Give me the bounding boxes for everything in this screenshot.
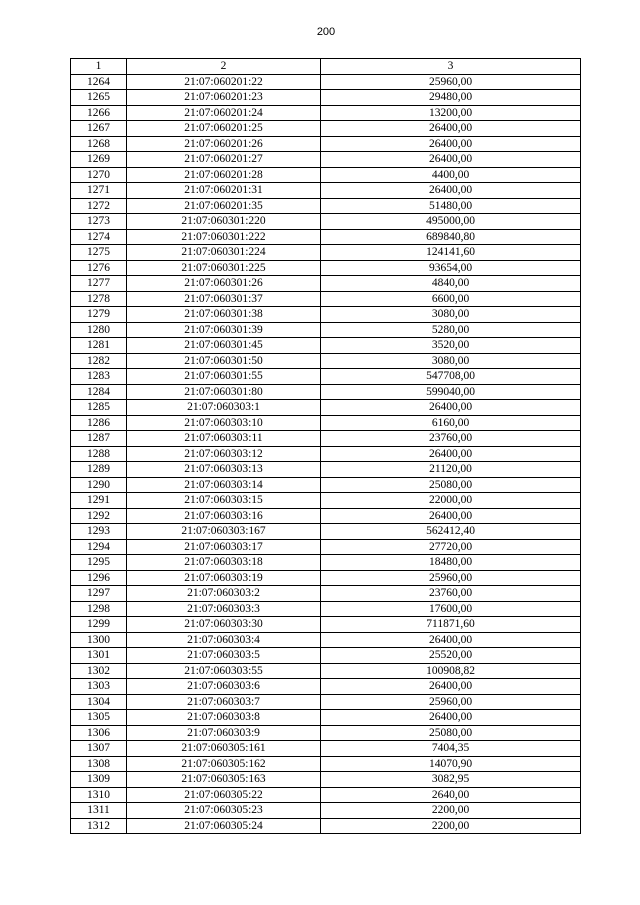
table-row	[71, 508, 581, 524]
row-number-cell: 1283	[71, 369, 127, 385]
row-number-cell: 1297	[71, 586, 127, 602]
cadastral-number-cell: 21:07:060303:4	[127, 632, 321, 648]
table-row	[71, 818, 581, 834]
table-row	[71, 74, 581, 90]
table-row	[71, 90, 581, 106]
row-number-cell: 1280	[71, 322, 127, 338]
row-number-cell: 1282	[71, 353, 127, 369]
value-cell: 26400,00	[321, 136, 581, 152]
row-number-cell: 1310	[71, 787, 127, 803]
table-row	[71, 229, 581, 245]
row-number-cell: 1279	[71, 307, 127, 323]
cadastral-number-cell: 21:07:060303:16	[127, 508, 321, 524]
cadastral-number-cell: 21:07:060301:224	[127, 245, 321, 261]
cadastral-number-cell: 21:07:060201:25	[127, 121, 321, 137]
value-cell: 25080,00	[321, 725, 581, 741]
row-number-cell: 1285	[71, 400, 127, 416]
column-header-3: 3	[321, 59, 581, 75]
cadastral-number-cell: 21:07:060303:3	[127, 601, 321, 617]
table-row	[71, 679, 581, 695]
table-row	[71, 245, 581, 261]
value-cell: 6600,00	[321, 291, 581, 307]
table-row	[71, 121, 581, 137]
row-number-cell: 1264	[71, 74, 127, 90]
row-number-cell: 1312	[71, 818, 127, 834]
table-row	[71, 694, 581, 710]
table-row	[71, 431, 581, 447]
table-row	[71, 136, 581, 152]
cadastral-number-cell: 21:07:060201:35	[127, 198, 321, 214]
column-header-1: 1	[71, 59, 127, 75]
row-number-cell: 1290	[71, 477, 127, 493]
cadastral-number-cell: 21:07:060303:2	[127, 586, 321, 602]
table-row	[71, 524, 581, 540]
value-cell: 711871,60	[321, 617, 581, 633]
value-cell: 26400,00	[321, 121, 581, 137]
cadastral-number-cell: 21:07:060201:26	[127, 136, 321, 152]
table-row	[71, 570, 581, 586]
table-row	[71, 214, 581, 230]
row-number-cell: 1300	[71, 632, 127, 648]
value-cell: 51480,00	[321, 198, 581, 214]
row-number-cell: 1311	[71, 803, 127, 819]
row-number-cell: 1274	[71, 229, 127, 245]
table-row	[71, 710, 581, 726]
cadastral-number-cell: 21:07:060303:10	[127, 415, 321, 431]
cadastral-number-cell: 21:07:060301:222	[127, 229, 321, 245]
value-cell: 22000,00	[321, 493, 581, 509]
row-number-cell: 1288	[71, 446, 127, 462]
row-number-cell: 1267	[71, 121, 127, 137]
value-cell: 547708,00	[321, 369, 581, 385]
cadastral-number-cell: 21:07:060201:23	[127, 90, 321, 106]
row-number-cell: 1304	[71, 694, 127, 710]
value-cell: 6160,00	[321, 415, 581, 431]
cadastral-number-cell: 21:07:060303:13	[127, 462, 321, 478]
row-number-cell: 1272	[71, 198, 127, 214]
value-cell: 562412,40	[321, 524, 581, 540]
cadastral-number-cell: 21:07:060301:220	[127, 214, 321, 230]
row-number-cell: 1295	[71, 555, 127, 571]
value-cell: 26400,00	[321, 679, 581, 695]
row-number-cell: 1302	[71, 663, 127, 679]
value-cell: 4840,00	[321, 276, 581, 292]
table-row	[71, 322, 581, 338]
table-row	[71, 648, 581, 664]
row-number-cell: 1273	[71, 214, 127, 230]
cadastral-number-cell: 21:07:060303:9	[127, 725, 321, 741]
cadastral-number-cell: 21:07:060303:19	[127, 570, 321, 586]
value-cell: 4400,00	[321, 167, 581, 183]
cadastral-number-cell: 21:07:060303:15	[127, 493, 321, 509]
table-header-row	[71, 59, 581, 75]
value-cell: 26400,00	[321, 710, 581, 726]
cadastral-number-cell: 21:07:060303:17	[127, 539, 321, 555]
value-cell: 2640,00	[321, 787, 581, 803]
value-cell: 13200,00	[321, 105, 581, 121]
cadastral-number-cell: 21:07:060305:23	[127, 803, 321, 819]
value-cell: 5280,00	[321, 322, 581, 338]
row-number-cell: 1287	[71, 431, 127, 447]
row-number-cell: 1281	[71, 338, 127, 354]
value-cell: 26400,00	[321, 632, 581, 648]
cadastral-number-cell: 21:07:060303:167	[127, 524, 321, 540]
row-number-cell: 1265	[71, 90, 127, 106]
row-number-cell: 1266	[71, 105, 127, 121]
value-cell: 689840,80	[321, 229, 581, 245]
table-row	[71, 260, 581, 276]
table-row	[71, 400, 581, 416]
value-cell: 26400,00	[321, 183, 581, 199]
cadastral-number-cell: 21:07:060303:30	[127, 617, 321, 633]
row-number-cell: 1309	[71, 772, 127, 788]
row-number-cell: 1271	[71, 183, 127, 199]
row-number-cell: 1306	[71, 725, 127, 741]
row-number-cell: 1291	[71, 493, 127, 509]
value-cell: 26400,00	[321, 508, 581, 524]
row-number-cell: 1268	[71, 136, 127, 152]
cadastral-number-cell: 21:07:060201:28	[127, 167, 321, 183]
row-number-cell: 1303	[71, 679, 127, 695]
value-cell: 93654,00	[321, 260, 581, 276]
value-cell: 18480,00	[321, 555, 581, 571]
cadastral-number-cell: 21:07:060201:31	[127, 183, 321, 199]
value-cell: 3080,00	[321, 307, 581, 323]
cadastral-number-cell: 21:07:060303:11	[127, 431, 321, 447]
value-cell: 599040,00	[321, 384, 581, 400]
value-cell: 25520,00	[321, 648, 581, 664]
cadastral-number-cell: 21:07:060301:50	[127, 353, 321, 369]
cadastral-number-cell: 21:07:060301:26	[127, 276, 321, 292]
value-cell: 21120,00	[321, 462, 581, 478]
cadastral-number-cell: 21:07:060303:55	[127, 663, 321, 679]
table-row	[71, 539, 581, 555]
row-number-cell: 1277	[71, 276, 127, 292]
cadastral-number-cell: 21:07:060305:24	[127, 818, 321, 834]
value-cell: 25960,00	[321, 694, 581, 710]
cadastral-number-cell: 21:07:060303:12	[127, 446, 321, 462]
table-row	[71, 803, 581, 819]
table-row	[71, 105, 581, 121]
value-cell: 3520,00	[321, 338, 581, 354]
table-row	[71, 307, 581, 323]
table-row	[71, 369, 581, 385]
table-row	[71, 493, 581, 509]
cadastral-number-cell: 21:07:060301:55	[127, 369, 321, 385]
cadastral-number-cell: 21:07:060303:18	[127, 555, 321, 571]
table-row	[71, 291, 581, 307]
row-number-cell: 1299	[71, 617, 127, 633]
value-cell: 3082,95	[321, 772, 581, 788]
row-number-cell: 1307	[71, 741, 127, 757]
table-row	[71, 276, 581, 292]
table-row	[71, 384, 581, 400]
cadastral-number-cell: 21:07:060303:6	[127, 679, 321, 695]
table-row	[71, 477, 581, 493]
value-cell: 7404,35	[321, 741, 581, 757]
cadastral-number-cell: 21:07:060301:80	[127, 384, 321, 400]
table-row	[71, 787, 581, 803]
table-row	[71, 462, 581, 478]
table-row	[71, 601, 581, 617]
value-cell: 27720,00	[321, 539, 581, 555]
table-row	[71, 772, 581, 788]
value-cell: 17600,00	[321, 601, 581, 617]
row-number-cell: 1275	[71, 245, 127, 261]
value-cell: 2200,00	[321, 818, 581, 834]
table-row	[71, 756, 581, 772]
cadastral-number-cell: 21:07:060305:22	[127, 787, 321, 803]
row-number-cell: 1294	[71, 539, 127, 555]
row-number-cell: 1269	[71, 152, 127, 168]
cadastral-number-cell: 21:07:060301:225	[127, 260, 321, 276]
page-number: 200	[316, 26, 336, 38]
value-cell: 23760,00	[321, 586, 581, 602]
table-body	[71, 74, 581, 834]
value-cell: 25960,00	[321, 570, 581, 586]
row-number-cell: 1298	[71, 601, 127, 617]
row-number-cell: 1308	[71, 756, 127, 772]
value-cell: 495000,00	[321, 214, 581, 230]
value-cell: 26400,00	[321, 446, 581, 462]
table-row	[71, 152, 581, 168]
value-cell: 26400,00	[321, 400, 581, 416]
row-number-cell: 1301	[71, 648, 127, 664]
cadastral-number-cell: 21:07:060301:37	[127, 291, 321, 307]
table-row	[71, 353, 581, 369]
row-number-cell: 1289	[71, 462, 127, 478]
table-row	[71, 167, 581, 183]
row-number-cell: 1278	[71, 291, 127, 307]
row-number-cell: 1284	[71, 384, 127, 400]
cadastral-number-cell: 21:07:060303:14	[127, 477, 321, 493]
table-row	[71, 198, 581, 214]
table-row	[71, 632, 581, 648]
row-number-cell: 1293	[71, 524, 127, 540]
row-number-cell: 1296	[71, 570, 127, 586]
cadastral-number-cell: 21:07:060305:161	[127, 741, 321, 757]
cadastral-number-cell: 21:07:060303:8	[127, 710, 321, 726]
value-cell: 29480,00	[321, 90, 581, 106]
cadastral-number-cell: 21:07:060201:27	[127, 152, 321, 168]
table-row	[71, 586, 581, 602]
value-cell: 14070,90	[321, 756, 581, 772]
row-number-cell: 1270	[71, 167, 127, 183]
row-number-cell: 1286	[71, 415, 127, 431]
cadastral-number-cell: 21:07:060303:1	[127, 400, 321, 416]
table-row	[71, 338, 581, 354]
data-table	[70, 58, 581, 834]
table-row	[71, 617, 581, 633]
cadastral-number-cell: 21:07:060303:7	[127, 694, 321, 710]
cadastral-number-cell: 21:07:060305:162	[127, 756, 321, 772]
value-cell: 26400,00	[321, 152, 581, 168]
row-number-cell: 1305	[71, 710, 127, 726]
value-cell: 100908,82	[321, 663, 581, 679]
row-number-cell: 1292	[71, 508, 127, 524]
value-cell: 25080,00	[321, 477, 581, 493]
value-cell: 3080,00	[321, 353, 581, 369]
table-row	[71, 183, 581, 199]
table-row	[71, 555, 581, 571]
cadastral-number-cell: 21:07:060201:24	[127, 105, 321, 121]
row-number-cell: 1276	[71, 260, 127, 276]
table-row	[71, 415, 581, 431]
cadastral-number-cell: 21:07:060305:163	[127, 772, 321, 788]
cadastral-number-cell: 21:07:060301:45	[127, 338, 321, 354]
value-cell: 25960,00	[321, 74, 581, 90]
cadastral-number-cell: 21:07:060303:5	[127, 648, 321, 664]
table-row	[71, 663, 581, 679]
value-cell: 23760,00	[321, 431, 581, 447]
table-row	[71, 725, 581, 741]
value-cell: 2200,00	[321, 803, 581, 819]
table-row	[71, 446, 581, 462]
column-header-2: 2	[127, 59, 321, 75]
cadastral-number-cell: 21:07:060301:39	[127, 322, 321, 338]
cadastral-number-cell: 21:07:060301:38	[127, 307, 321, 323]
cadastral-number-cell: 21:07:060201:22	[127, 74, 321, 90]
table-row	[71, 741, 581, 757]
value-cell: 124141,60	[321, 245, 581, 261]
